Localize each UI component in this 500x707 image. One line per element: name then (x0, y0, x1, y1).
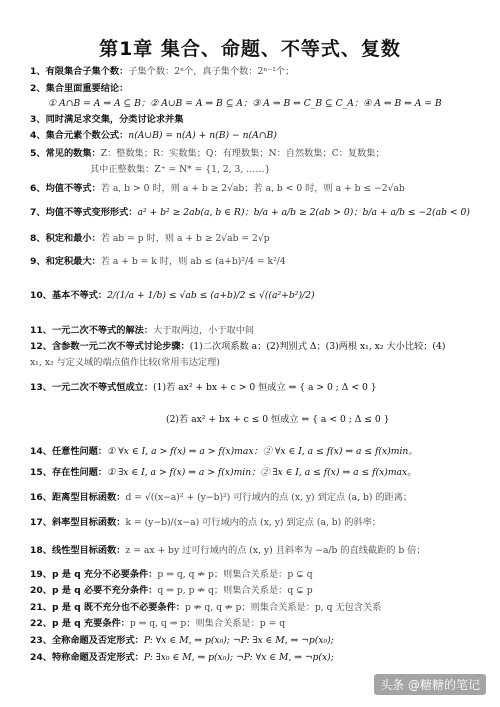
item-14 (30, 446, 478, 458)
item-13-detail (166, 414, 478, 426)
item-5-detail (90, 164, 500, 176)
item-heading: 特称命题及否定形式： (51, 652, 144, 663)
item-heading: 均值不等式： (45, 183, 101, 194)
item-12-detail (30, 357, 478, 369)
item-heading: 和定积最大： (45, 256, 101, 267)
item-number: 11、 (30, 325, 52, 336)
item-number: 19、 (30, 569, 52, 580)
item-text: d = √((x−a)² + (y−b)²) 可行域内的点 (x, y) 到定点 (a, b) 的距离； (125, 492, 413, 503)
item-text: 其中正整数集：Z⁺ = N* = {1, 2, 3, ……} (90, 164, 271, 175)
item-number: 4、 (30, 130, 46, 141)
item-4 (30, 130, 478, 142)
item-heading: 任意性问题： (51, 446, 108, 457)
item-number: 18、 (30, 545, 52, 556)
item-heading: 距离型目标函数： (51, 492, 126, 503)
item-7 (30, 207, 478, 219)
item-1 (30, 66, 478, 78)
item-number: 21、 (30, 602, 52, 613)
item-heading: p 是 q 充分不必要条件： (51, 569, 158, 580)
item-3 (30, 114, 478, 126)
item-text: k = (y−b)/(x−a) 可行域内的点 (x, y) 到定点 (a, b) 的斜率； (125, 517, 381, 528)
item-text: p ⇒ q, q ⇒ p；则集合关系是：p = q (129, 618, 286, 629)
item-heading: 全称命题及否定形式： (51, 635, 144, 646)
item-text: (1)二次项系数 a；(2)判别式 Δ；(3)两根 x₁, x₂ 大小比较；(4) (189, 341, 446, 352)
item-number: 6、 (30, 183, 46, 194)
item-number: 10、 (30, 290, 52, 301)
page-title: 第1章 集合、命题、不等式、复数 (99, 38, 401, 60)
item-heading: p 是 q 既不充分也不必要条件： (51, 602, 185, 613)
item-text: ① A∩B = A ⇒ A ⊆ B；② A∪B = A ⇒ B ⊆ A；③ A ⇒ B ⇔ C_B ⊆ C_A；④ A ⇔ B ⇔ A = B (48, 98, 442, 109)
item-17 (30, 517, 478, 529)
item-number: 9、 (30, 256, 46, 267)
item-11 (30, 325, 478, 337)
item-number: 14、 (30, 446, 52, 457)
item-heading: 一元二次不等式的解法： (51, 325, 154, 336)
item-text: P: ∀x ∈ M, ⇒ p(x₀); ¬P: ∃x ∈ M, ⇒ ¬p(x₀); (143, 635, 334, 646)
item-15 (30, 467, 478, 479)
item-13 (30, 382, 478, 394)
item-number: 2、 (30, 83, 46, 94)
item-number: 13、 (30, 382, 52, 393)
item-number: 7、 (30, 207, 46, 218)
item-19 (30, 569, 478, 581)
item-heading: p 是 q 必要不充分条件： (51, 585, 158, 596)
item-text: a² + b² ≥ 2ab(a, b ∈ R)；b/a + a/b ≥ 2(ab > 0)；b/a + a/b ≤ −2(ab < 0) (137, 207, 470, 218)
item-20 (30, 585, 478, 597)
item-heading: 一元二次不等式恒成立： (51, 382, 154, 393)
item-number: 1、 (30, 66, 46, 77)
item-heading: 集合里面重要结论： (45, 83, 129, 94)
item-heading: 同时满足求交集，分类讨论求并集 (45, 114, 184, 125)
item-text: 2/(1/a + 1/b) ≤ √ab ≤ (a+b)/2 ≤ √((a²+b²)/2) (107, 290, 315, 301)
item-number: 24、 (30, 652, 52, 663)
item-21 (30, 602, 478, 614)
item-text: 若 a + b = k 时，则 ab ≤ (a+b)²/4 = k²/4 (100, 256, 286, 267)
item-text: x₁, x₂ 与定义域的端点值作比较(常用韦达定理) (30, 357, 220, 368)
item-number: 3、 (30, 114, 46, 125)
item-22 (30, 618, 478, 630)
watermark: 头条 @糖糖的笔记 (374, 674, 486, 695)
item-18 (30, 545, 478, 557)
item-text: ① ∃x ∈ I, a > f(x) ⇒ a > f(x)min；② ∃x ∈ I, a ≤ f(x) ⇒ a ≤ f(x)max。 (107, 467, 417, 478)
item-heading: 集合元素个数公式： (45, 130, 129, 141)
item-number: 17、 (30, 517, 52, 528)
item-text: 子集个数：2ⁿ个，真子集个数：2ⁿ⁻¹个； (128, 66, 295, 77)
item-number: 15、 (30, 467, 52, 478)
item-12 (30, 341, 478, 353)
item-8 (30, 233, 478, 245)
item-number: 22、 (30, 618, 52, 629)
item-2-detail (48, 98, 478, 110)
item-text: (1)若 ax² + bx + c > 0 恒成立 ⇔ { a > 0 ; Δ < 0 } (153, 382, 377, 393)
item-heading: p 是 q 充要条件： (51, 618, 130, 629)
item-number: 8、 (30, 233, 46, 244)
item-text: ① ∀x ∈ I, a > f(x) ⇒ a > f(x)max；② ∀x ∈ I, a ≤ f(x) ⇒ a ≤ f(x)min。 (107, 446, 418, 457)
item-6 (30, 183, 478, 195)
item-text: p ⇒ q, q ⇏ p；则集合关系是：p ⊊ q (157, 569, 313, 580)
item-heading: 含参数一元二次不等式讨论步骤： (51, 341, 190, 352)
item-heading: 存在性问题： (51, 467, 108, 478)
item-number: 20、 (30, 585, 52, 596)
item-10 (30, 290, 478, 302)
item-heading: 常见的数集： (45, 148, 101, 159)
item-5 (30, 148, 478, 160)
item-16 (30, 492, 478, 504)
item-text: p ⇏ q, q ⇏ p；则集合关系是：p, q 无包含关系 (184, 602, 382, 613)
item-text: n(A∪B) = n(A) + n(B) − n(A∩B) (128, 130, 277, 141)
item-number: 16、 (30, 492, 52, 503)
item-2 (30, 83, 478, 95)
item-text: z = ax + by 过可行域内的点 (x, y) 且斜率为 −a/b 的直线截距的 b 倍； (125, 545, 426, 556)
item-text: 若 ab = p 时，则 a + b ≥ 2√ab = 2√p (100, 233, 270, 244)
item-number: 12、 (30, 341, 52, 352)
item-23 (30, 635, 478, 647)
item-heading: 有限集合子集个数： (45, 66, 129, 77)
item-text: 大于取两边，小于取中间 (153, 325, 255, 336)
item-9 (30, 256, 478, 268)
item-24 (30, 652, 478, 664)
item-heading: 积定和最小： (45, 233, 101, 244)
item-heading: 均值不等式变形形式： (45, 207, 138, 218)
item-text: P: ∃x₀ ∈ M, ⇒ p(x₀); ¬P: ∀x ∈ M, ⇒ ¬p(x); (143, 652, 334, 663)
item-text: 若 a, b > 0 时，则 a + b ≥ 2√ab；若 a, b < 0 时，则 a + b ≤ −2√ab (100, 183, 405, 194)
item-heading: 斜率型目标函数： (51, 517, 126, 528)
item-text: (2)若 ax² + bx + c ≤ 0 恒成立 ⇔ { a < 0 ; Δ ≤ 0 } (166, 414, 390, 425)
item-text: q ⇒ p, p ⇏ q；则集合关系是：q ⊊ p (157, 585, 313, 596)
item-heading: 基本不等式： (51, 290, 108, 301)
item-number: 5、 (30, 148, 46, 159)
item-heading: 线性型目标函数： (51, 545, 126, 556)
item-number: 23、 (30, 635, 52, 646)
item-text: Z：整数集；R：实数集；Q：有理数集；N：自然数集；C：复数集； (100, 148, 385, 159)
